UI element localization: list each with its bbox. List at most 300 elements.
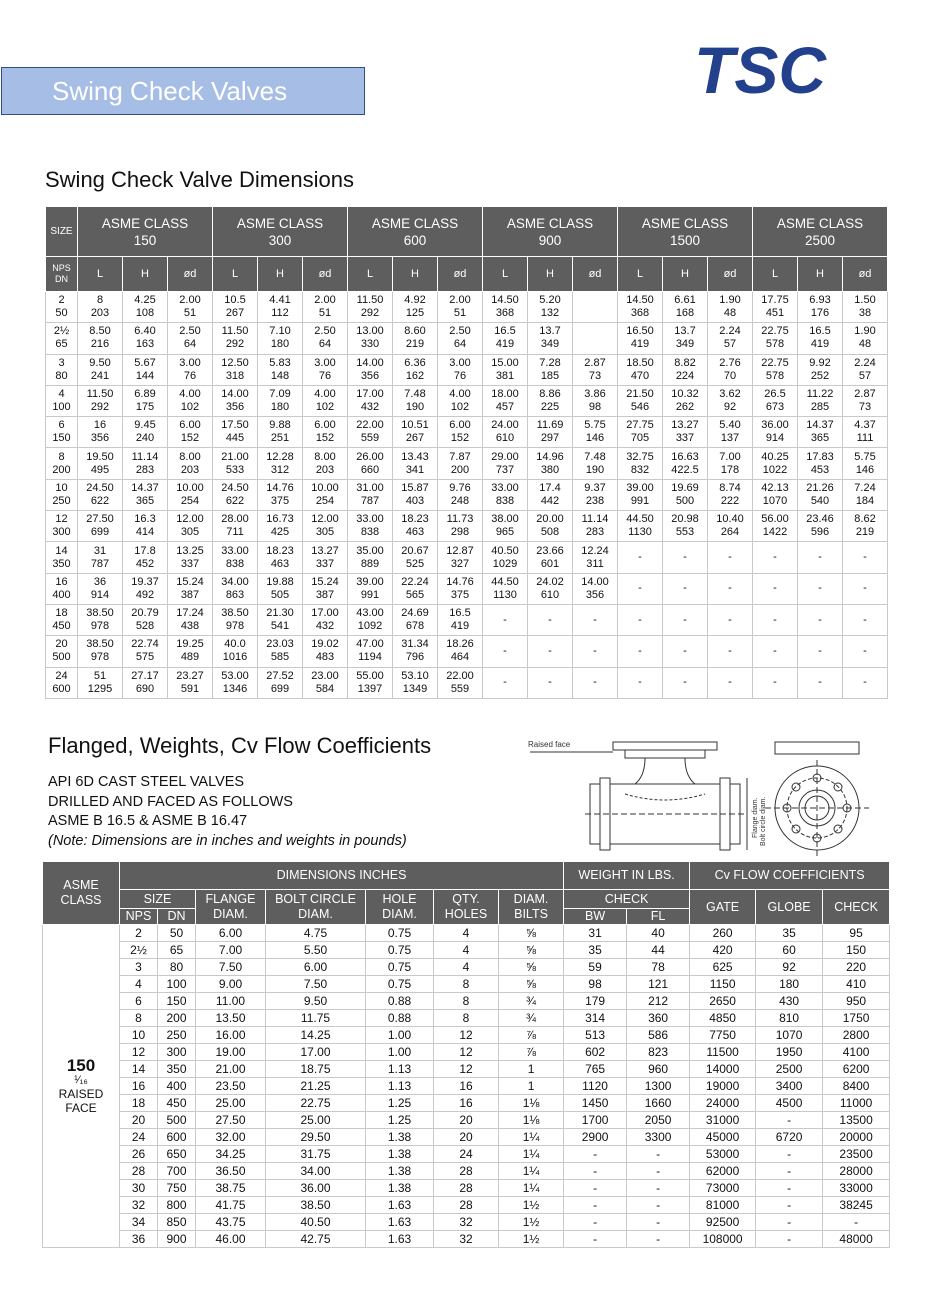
dimension-value: 146 [855, 463, 875, 476]
dimension-cell [753, 636, 798, 667]
dimension-cell [753, 417, 798, 448]
dimension-value: 22.74 [131, 638, 159, 651]
flanged-cell: 0.75 [366, 959, 434, 976]
dimension-value: 2.50 [179, 325, 201, 338]
dimension-value: 419 [810, 338, 830, 351]
dimension-value: 38.00 [491, 513, 519, 526]
dimension-cell [663, 292, 708, 323]
dimension-cell [258, 604, 303, 635]
dimension-cell [753, 511, 798, 542]
flanged-cell: - [756, 1146, 823, 1163]
flanged-cell: 450 [158, 1095, 196, 1112]
dimension-value: - [683, 582, 687, 595]
dimension-value: 540 [810, 494, 830, 507]
dimension-value: 13.43 [401, 450, 429, 463]
dimension-cell [483, 542, 528, 573]
dimension-value: 327 [450, 557, 470, 570]
flanged-cell: 35 [564, 942, 627, 959]
dimension-value: 1295 [87, 682, 113, 695]
flanged-cell: 1¼ [499, 1129, 564, 1146]
dimension-value: 6.61 [674, 294, 696, 307]
flanged-cell: 45000 [690, 1129, 756, 1146]
dimension-value: 24.00 [491, 419, 519, 432]
dimension-value: 10.5 [224, 294, 246, 307]
dimension-value: 312 [270, 463, 290, 476]
cv-header: Cv FLOW COEFFICIENTS [690, 862, 890, 890]
dimension-value: 168 [675, 307, 695, 320]
dimension-subheader: H [798, 257, 843, 292]
dimension-cell [78, 604, 123, 635]
dimension-value: 203 [180, 463, 200, 476]
dimension-value: 559 [450, 682, 470, 695]
flanged-row [43, 959, 890, 976]
flanged-cell: 20000 [823, 1129, 890, 1146]
dimension-value: 305 [315, 526, 335, 539]
dimension-cell [798, 292, 843, 323]
class-header-line: ASME CLASS [776, 215, 864, 231]
dimension-subheader: H [123, 257, 168, 292]
dimension-cell [438, 292, 483, 323]
dimension-value: 241 [90, 369, 110, 382]
dimension-value: 15.00 [491, 356, 519, 369]
flanged-cell: 1.38 [366, 1180, 434, 1197]
size-value: 300 [52, 526, 71, 539]
flanged-cell: 220 [823, 959, 890, 976]
dimension-value: 2.76 [719, 356, 741, 369]
dimension-value: 51 [453, 307, 467, 320]
logo-text: TSC [694, 38, 826, 100]
flanged-cell: 38.75 [196, 1180, 266, 1197]
dimension-cell [303, 636, 348, 667]
dimension-value: 11.50 [356, 294, 384, 307]
dimension-value: 162 [405, 369, 425, 382]
flanged-cell: 1450 [564, 1095, 627, 1112]
dimension-cell [393, 448, 438, 479]
dimension-value: 20.79 [131, 607, 159, 620]
dimension-value: 368 [630, 307, 650, 320]
dimension-cell [348, 604, 393, 635]
dimension-cell [618, 667, 663, 698]
flanged-row [43, 1231, 890, 1248]
size-value: 250 [52, 494, 71, 507]
dimension-value: 914 [765, 432, 785, 445]
dimension-cell [663, 511, 708, 542]
dimension-value: 33.00 [356, 513, 384, 526]
class-header-line: ASME CLASS [641, 215, 729, 231]
dimension-cell [663, 323, 708, 354]
dimension-value: 453 [810, 463, 830, 476]
dimension-value: 11.50 [221, 325, 249, 338]
check-weight-header: CHECK [564, 890, 690, 909]
flanged-cell: 350 [158, 1061, 196, 1078]
dimension-cell [168, 636, 213, 667]
flanged-cell: 121 [627, 976, 690, 993]
dimension-cell [348, 354, 393, 385]
dimension-value: 4.00 [179, 388, 201, 401]
dimension-value: 14.37 [806, 419, 834, 432]
dimension-cell [438, 385, 483, 416]
dimension-value: 185 [540, 369, 560, 382]
dimension-value: 3.00 [314, 356, 336, 369]
dimension-cell [78, 636, 123, 667]
dimension-value: 690 [135, 682, 155, 695]
dimension-cell [258, 667, 303, 698]
flanged-cell: 1½ [499, 1197, 564, 1214]
dimension-value: 787 [360, 494, 380, 507]
flanged-cell: 4500 [756, 1095, 823, 1112]
flanged-cell: 7750 [690, 1027, 756, 1044]
dimension-cell [618, 417, 663, 448]
flanged-cell: 4 [434, 942, 499, 959]
flanged-cell: 38245 [823, 1197, 890, 1214]
dimension-value: 24.50 [86, 481, 114, 494]
dimension-value: 5.67 [134, 356, 156, 369]
dimension-cell [78, 479, 123, 510]
dimension-value: 495 [90, 463, 110, 476]
dimension-value: - [548, 613, 552, 626]
dimension-value: 175 [135, 401, 155, 414]
dimension-cell [303, 292, 348, 323]
dimension-cell [303, 385, 348, 416]
dimension-value: - [818, 613, 822, 626]
dimension-cell [483, 636, 528, 667]
dimension-subheader: ød [303, 257, 348, 292]
dimension-cell [618, 323, 663, 354]
dimension-value: 14.76 [266, 481, 294, 494]
dimension-value: 337 [315, 557, 335, 570]
flanged-cell: 40 [627, 925, 690, 942]
dimension-cell [573, 354, 618, 385]
dimension-value: 1422 [762, 526, 788, 539]
dimension-value: - [863, 644, 867, 657]
size-header: SIZE [120, 890, 196, 909]
dimension-cell [618, 354, 663, 385]
dimension-value: 33.00 [491, 481, 519, 494]
dimension-cell [348, 323, 393, 354]
flanged-cell: - [627, 1163, 690, 1180]
flanged-row [43, 1112, 890, 1129]
dimension-value: 102 [180, 401, 200, 414]
dimension-value: 23.27 [176, 669, 204, 682]
flanged-row [43, 1027, 890, 1044]
flanged-cell: 602 [564, 1044, 627, 1061]
dimension-cell [708, 448, 753, 479]
dimension-value: 152 [180, 432, 200, 445]
dimension-cell [573, 636, 618, 667]
flanged-weights-table [42, 861, 890, 1248]
dimension-value: - [638, 613, 642, 626]
flanged-cell: 14.25 [266, 1027, 366, 1044]
dimension-value: 365 [810, 432, 830, 445]
dimension-value: 601 [540, 557, 560, 570]
note-line: (Note: Dimensions are in inches and weights in pounds) [48, 832, 407, 849]
flanged-cell: - [756, 1180, 823, 1197]
size-value: 20 [55, 638, 68, 651]
dimension-cell [123, 448, 168, 479]
dimension-cell [123, 292, 168, 323]
dimension-value: 796 [405, 651, 425, 664]
dimension-cell [843, 448, 888, 479]
dimension-cell [798, 667, 843, 698]
flanged-cell: 11500 [690, 1044, 756, 1061]
class-header-line: 1500 [669, 232, 701, 248]
dimension-value: 22.75 [761, 325, 789, 338]
flanged-row [43, 1061, 890, 1078]
dimension-cell [573, 385, 618, 416]
dimension-value: 38.50 [86, 638, 114, 651]
flanged-cell: ⅞ [499, 1044, 564, 1061]
flanged-cell: 200 [158, 1010, 196, 1027]
class-header-line: ASME CLASS [101, 215, 189, 231]
dimension-value: 596 [810, 526, 830, 539]
dimension-value: - [548, 676, 552, 689]
flanged-cell: 12 [434, 1027, 499, 1044]
dimension-cell [618, 292, 663, 323]
dimension-cell [438, 417, 483, 448]
dimension-value: 73 [858, 401, 872, 414]
dimension-value: - [548, 644, 552, 657]
dimension-value: 489 [180, 651, 200, 664]
flanged-cell: 34 [120, 1214, 158, 1231]
dimension-value: 673 [765, 401, 785, 414]
dimensions-table [45, 206, 888, 699]
nps-dn-header [46, 257, 78, 292]
flanged-cell: 28 [434, 1163, 499, 1180]
dimension-value: - [683, 676, 687, 689]
dimension-value: 254 [315, 494, 335, 507]
flanged-cell: 2900 [564, 1129, 627, 1146]
flanged-title: Flanged, Weights, Cv Flow Coefficients [48, 733, 432, 758]
flanged-cell: 32.00 [196, 1129, 266, 1146]
dimension-value: 832 [630, 463, 650, 476]
flanged-cell: 25.00 [266, 1112, 366, 1129]
flanged-cell: 40.50 [266, 1214, 366, 1231]
flanged-cell: 1700 [564, 1112, 627, 1129]
flanged-cell: 21.25 [266, 1078, 366, 1095]
dimension-value: 13.00 [356, 325, 384, 338]
dimension-cell [573, 542, 618, 573]
dimension-cell [483, 417, 528, 448]
dimension-value: 1346 [222, 682, 248, 695]
dimension-value: 9.50 [89, 356, 111, 369]
flanged-row [43, 1163, 890, 1180]
flanged-cell: 0.75 [366, 925, 434, 942]
dimension-value: 965 [495, 526, 515, 539]
dimension-value: 1070 [762, 494, 788, 507]
dimension-cell [753, 292, 798, 323]
dimension-value: 5.75 [854, 450, 876, 463]
dimension-cell [213, 573, 258, 604]
flanged-cell: 16 [434, 1095, 499, 1112]
flanged-cell: 7.00 [196, 942, 266, 959]
dimension-cell [573, 448, 618, 479]
dimension-value: 20.00 [536, 513, 564, 526]
dimension-cell [483, 385, 528, 416]
flanged-cell: ¾ [499, 1010, 564, 1027]
flanged-cell: 29.50 [266, 1129, 366, 1146]
dimension-cell [348, 417, 393, 448]
flanged-cell: 179 [564, 993, 627, 1010]
flanged-cell: 24 [120, 1129, 158, 1146]
dimension-value: 48 [723, 307, 737, 320]
dimension-value: - [638, 582, 642, 595]
flanged-cell: 1 [499, 1061, 564, 1078]
dimension-value: - [638, 551, 642, 564]
flanged-cell: 53000 [690, 1146, 756, 1163]
dimension-value: 26.5 [764, 388, 786, 401]
dimension-value: 19.02 [311, 638, 339, 651]
dimension-value: 267 [405, 432, 425, 445]
flanged-cell: - [756, 1214, 823, 1231]
globe-header: GLOBE [756, 890, 823, 925]
flanged-cell: 14 [120, 1061, 158, 1078]
dimension-value: 76 [453, 369, 467, 382]
flanged-cell: 810 [756, 1010, 823, 1027]
flanged-cell: 260 [690, 925, 756, 942]
dimension-value: 27.75 [626, 419, 654, 432]
dimension-value: 7.48 [584, 450, 606, 463]
dimension-value: 17.4 [539, 481, 561, 494]
dimension-value: 492 [135, 588, 155, 601]
dimension-value: 11.69 [536, 419, 564, 432]
dimension-subheader: ød [708, 257, 753, 292]
dimension-value: 40.50 [491, 544, 519, 557]
dimension-subheader: ød [843, 257, 888, 292]
flanged-row [43, 1044, 890, 1061]
dimension-cell [123, 667, 168, 698]
flanged-cell: 430 [756, 993, 823, 1010]
dimension-value: 6.36 [404, 356, 426, 369]
dimension-value: - [818, 551, 822, 564]
dimension-value: 610 [540, 588, 560, 601]
flanged-cell: 60 [756, 942, 823, 959]
dimension-value: 297 [540, 432, 560, 445]
dimension-value: 349 [540, 338, 560, 351]
dimension-value: 387 [315, 588, 335, 601]
dimension-value: 425 [270, 526, 290, 539]
flanged-cell: 44 [627, 942, 690, 959]
dimension-value: 44.50 [626, 513, 654, 526]
size-value: 12 [55, 513, 68, 526]
flanged-cell: 80 [158, 959, 196, 976]
dimension-value: 15.24 [176, 575, 204, 588]
flanged-cell: - [627, 1180, 690, 1197]
dimension-cell [528, 323, 573, 354]
asme-class-group-header [618, 207, 753, 257]
dimension-value: - [728, 676, 732, 689]
flanged-cell: 6200 [823, 1061, 890, 1078]
flanged-cell: 38.50 [266, 1197, 366, 1214]
dimension-value: 178 [720, 463, 740, 476]
dimension-value: - [593, 676, 597, 689]
dimension-cell [123, 542, 168, 573]
dimension-value: 838 [225, 557, 245, 570]
flanged-cell: 8 [120, 1010, 158, 1027]
class-label-class: 150 [66, 1055, 96, 1075]
dimension-cell [573, 417, 618, 448]
dimension-cell [78, 417, 123, 448]
dimension-value: 203 [315, 463, 335, 476]
dimension-value: 51 [318, 307, 332, 320]
dimension-cell [753, 667, 798, 698]
dimension-cell [708, 417, 753, 448]
dimensions-header: DIMENSIONS INCHES [120, 862, 564, 890]
dimension-value: - [503, 676, 507, 689]
dimension-value: 585 [270, 651, 290, 664]
dimension-cell [663, 636, 708, 667]
flanged-cell: - [627, 1231, 690, 1248]
dimension-value: 419 [450, 620, 470, 633]
dimension-cell [168, 448, 213, 479]
dimension-value: - [728, 551, 732, 564]
dimension-value: 9.92 [809, 356, 831, 369]
flanged-cell: 9.50 [266, 993, 366, 1010]
class-header-line: 600 [403, 232, 427, 248]
dimension-value: 3.00 [179, 356, 201, 369]
flanged-cell: 100 [158, 976, 196, 993]
flanged-cell: 28000 [823, 1163, 890, 1180]
dimension-value: 111 [856, 432, 874, 445]
dimension-cell [213, 479, 258, 510]
class-header-line: 900 [538, 232, 562, 248]
dimension-cell [618, 448, 663, 479]
dimension-value: 4.37 [854, 419, 876, 432]
flanged-cell: 10 [120, 1027, 158, 1044]
dimension-cell [573, 479, 618, 510]
dimension-cell [168, 323, 213, 354]
dimension-value: 978 [90, 651, 110, 664]
dimension-value: 2.87 [584, 356, 606, 369]
dimension-value: 5.20 [539, 294, 561, 307]
dimension-value: 470 [630, 369, 650, 382]
dimension-cell [528, 604, 573, 635]
dimension-value: 1130 [628, 526, 652, 539]
dimension-cell [573, 323, 618, 354]
dimension-value: 34.00 [221, 575, 249, 588]
dimension-value: 463 [270, 557, 290, 570]
dimension-cell [753, 385, 798, 416]
dimension-value: 51 [93, 669, 107, 682]
dimension-value: 457 [495, 401, 515, 414]
dimension-cell [573, 604, 618, 635]
dimension-value: 12.50 [221, 356, 249, 369]
flanged-cell: 92500 [690, 1214, 756, 1231]
size-value: 18 [55, 607, 68, 620]
class-header-line: 2500 [804, 232, 836, 248]
dimension-cell [663, 479, 708, 510]
size-value: 24 [55, 669, 68, 682]
dimension-cell [78, 511, 123, 542]
dimension-cell [303, 667, 348, 698]
dimension-value: 889 [360, 557, 380, 570]
size-value: 450 [52, 620, 71, 633]
dimension-cell [438, 354, 483, 385]
dimension-value: 22.00 [356, 419, 384, 432]
dimension-value: 146 [585, 432, 605, 445]
note-line: DRILLED AND FACED AS FOLLOWS [48, 793, 293, 810]
dimension-value: 22.00 [446, 669, 474, 682]
asme-class-group-header [483, 207, 618, 257]
flanged-cell: - [564, 1231, 627, 1248]
dimension-value: 298 [450, 526, 470, 539]
nps-dn-line: NPS [52, 263, 71, 273]
dimension-cell [843, 573, 888, 604]
dimension-value: 559 [360, 432, 380, 445]
flanged-cell: 1.25 [366, 1095, 434, 1112]
dimension-value: - [773, 551, 777, 564]
dimension-value: 863 [225, 588, 245, 601]
dimension-value: 11.73 [446, 513, 474, 526]
